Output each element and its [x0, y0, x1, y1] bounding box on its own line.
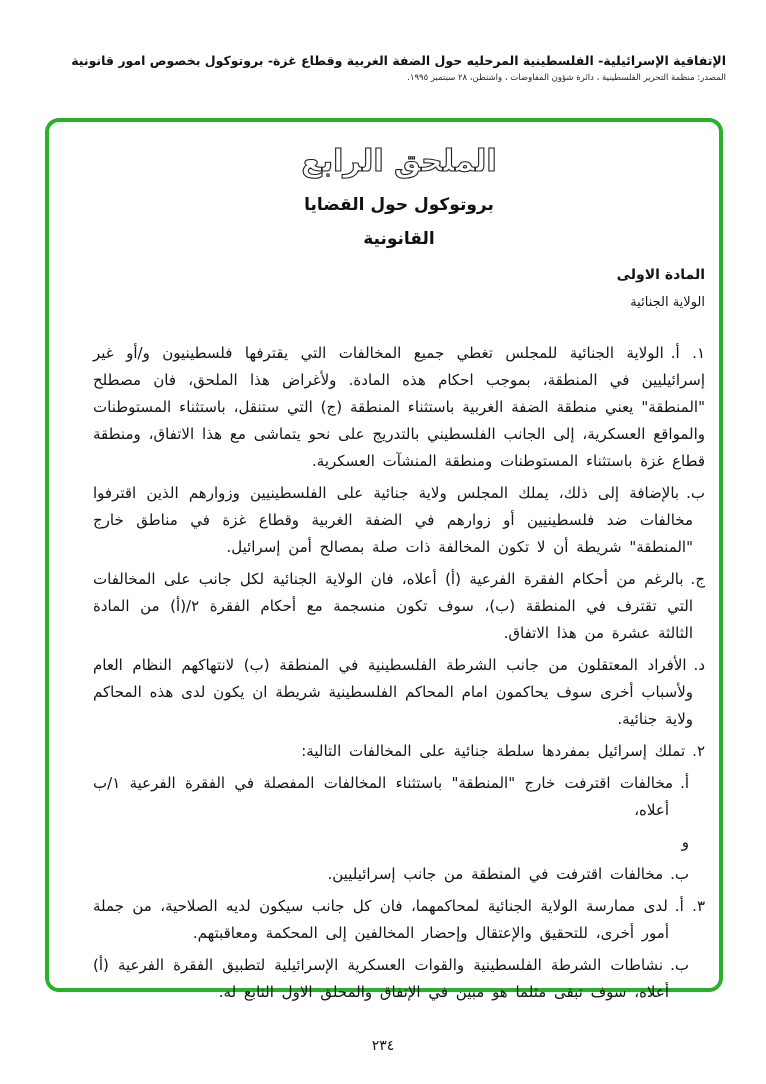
body-paragraph [93, 738, 705, 765]
paragraph-text: و [681, 833, 689, 851]
paragraph-text: الأفراد المعتقلون من جانب الشرطة الفلسطينية في المنطقة (ب) لانتهاكهم النظام العام ولأسباب أخرى سوف يحاكمون امام المحاكم الفلسطينية شريطة ان يكون لدى هذه المحاكم ولاية جنائية. [93, 656, 693, 728]
body-subparagraph [93, 770, 689, 824]
body-subparagraph [93, 952, 689, 1006]
body-conjunction-line [93, 829, 689, 856]
paragraph-marker: ج. [690, 570, 705, 588]
header-title: الإتفاقية الإسرائيلية- الفلسطينية المرحليه حول الضفة الغربية وقطاع غزة- بروتوكول بخصوص امور قانونية [71, 53, 726, 68]
article-body [93, 340, 705, 1006]
protocol-subtitle-line2: القانونية [363, 229, 435, 249]
paragraph-marker: ب. [686, 484, 705, 502]
page-number: ٢٣٤ [371, 1038, 395, 1054]
body-paragraph [93, 652, 705, 733]
paragraph-marker: ٢. [692, 742, 705, 760]
paragraph-text: تملك إسرائيل بمفردها سلطة جنائية على المخالفات التالية: [301, 742, 686, 760]
body-subparagraph [93, 861, 689, 888]
paragraph-text: مخالفات اقترفت خارج "المنطقة" باستثناء المخالفات المفصلة في الفقرة الفرعية ١/ب أعلاه، [93, 774, 674, 819]
annex-title: الملحق الرابع [301, 144, 497, 179]
body-paragraph [93, 480, 705, 561]
green-content-frame [45, 118, 723, 1001]
paragraph-text: بالإضافة إلى ذلك، يملك المجلس ولاية جنائية على الفلسطينيين وزوارهم الذين اقترفوا مخالفات ضد فلسطينيين أو زوارهم في الضفة الغربية وقطاع غزة في مناطق خارج "المنطقة" شريطة أن لا تكون المخالفة ذات صلة بمصالح أمن إسرائيل. [93, 484, 693, 556]
body-paragraph [93, 340, 705, 475]
header-source-line: المصدر: منظمة التحرير الفلسطينية ، دائرة شؤون المفاوضات ، واشنطن، ٢٨ سبتمبر ١٩٩٥. [407, 73, 726, 83]
body-paragraph [93, 893, 705, 947]
paragraph-text: لدى ممارسة الولاية الجنائية لمحاكمهما، فان كل جانب سيكون لديه الصلاحية، من جملة أمور أخرى، للتحقيق والإعتقال وإحضار المخالفين إلى المحكمة ومعاقبتهم. [93, 897, 669, 942]
paragraph-text: الولاية الجنائية للمجلس تغطي جميع المخالفات التي يقترفها فلسطينيون و/أو غير إسرائيليين في المنطقة، بموجب احكام هذه المادة. ولأغراض هذا الملحق، فان مصطلح "المنطقة" يعني منطقة الضفة الغربية باستثناء المنطقة (ج) التي ستنقل، باستثناء المستوطنات والمواقع العسكرية، إلى الجانب الفلسطيني بالتدريج على نحو يتماشى مع هذا الاتفاق، ومنطقة قطاع غزة باستثناء المستوطنات ومنطقة المنشآت العسكرية. [93, 344, 705, 470]
paragraph-marker: ١. أ. [670, 344, 705, 362]
paragraph-marker: ٣. أ. [674, 897, 705, 915]
document-header [55, 52, 726, 83]
article-title: المادة الاولى [616, 267, 705, 283]
paragraph-marker: د. [693, 656, 705, 674]
paragraph-text: بالرغم من أحكام الفقرة الفرعية (أ) أعلاه، فان الولاية الجنائية لكل جانب على المخالفات التي تقترف في المنطقة (ب)، سوف تكون منسجمة مع أحكام الفقرة ٢/(أ) من المادة الثالثة عشرة من هذا الاتفاق. [93, 570, 693, 642]
paragraph-text: نشاطات الشرطة الفلسطينية والقوات العسكرية الإسرائيلية لتطبيق الفقرة الفرعية (أ) أعلاه، سوف تبقى مثلما هو مبين في الإتفاق والمحلق الاول التابع له. [93, 956, 669, 1001]
article-subtitle: الولاية الجنائية [630, 295, 705, 310]
protocol-subtitle-line1: بروتوكول حول القضايا [304, 195, 494, 215]
paragraph-marker: ب. [670, 865, 689, 883]
paragraph-text: مخالفات اقترفت في المنطقة من جانب إسرائيليين. [327, 865, 664, 883]
paragraph-marker: أ. [680, 774, 689, 792]
paragraph-marker: ب. [670, 956, 689, 974]
body-paragraph [93, 566, 705, 647]
